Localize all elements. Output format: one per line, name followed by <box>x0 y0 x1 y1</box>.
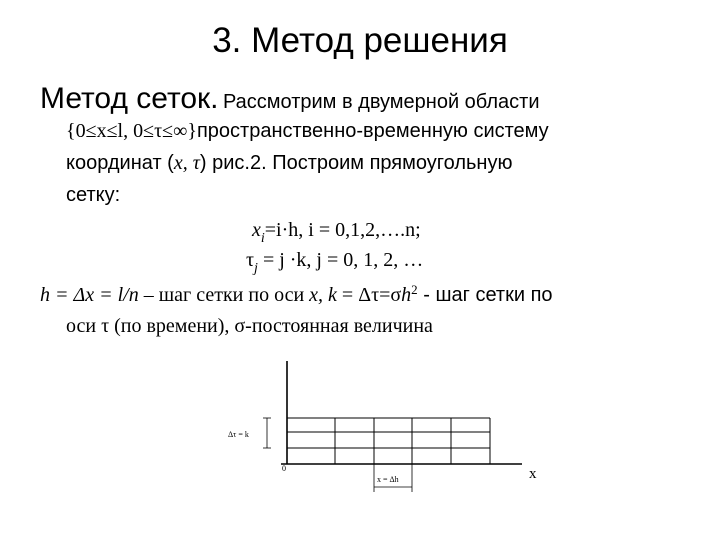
def-sup: 2 <box>411 282 418 297</box>
definition-line-2: оси τ (по времени), σ-постоянная величина <box>66 315 433 337</box>
equation-tau-var: τ <box>246 249 255 271</box>
def-math-xk: x, k <box>309 284 337 306</box>
intro-text: Рассмотрим в двумерной области <box>222 91 540 113</box>
def-text-1: – шаг сетки по оси <box>138 284 310 306</box>
domain-text: пространственно-временную систему <box>196 120 549 142</box>
def-math-h2: h <box>401 284 412 306</box>
coords-text-before: координат ( <box>66 152 174 174</box>
dtau-label: Δτ = k <box>228 430 249 439</box>
dx-label: x = Δh <box>377 475 399 484</box>
x-axis-label: x <box>529 466 537 482</box>
equation-x-var: x <box>252 219 261 241</box>
def-text-3: - шаг сетки по <box>417 284 553 306</box>
def-math-h: h = Δx = l/n <box>40 284 139 306</box>
equation-tau-sub: j <box>254 261 258 276</box>
equation-tau-rhs: = j ·k, j = 0, 1, 2, … <box>257 249 424 271</box>
origin-label: 0 <box>282 464 286 473</box>
equation-x-sub: i <box>260 231 265 246</box>
coords-vars: x, τ <box>173 152 200 174</box>
equation-x-rhs: =i·h, i = 0,1,2,….n; <box>264 219 421 241</box>
coords-text-after: ) рис.2. Построим прямоугольную <box>199 152 513 174</box>
domain-set: {0≤x≤l, 0≤τ≤∞} <box>66 120 197 142</box>
page-title: 3. Метод решения <box>212 21 508 60</box>
grid-word: сетку: <box>66 184 121 206</box>
method-name: Метод сеток. <box>40 82 219 115</box>
def-text-2: = Δτ=σ <box>336 284 402 306</box>
